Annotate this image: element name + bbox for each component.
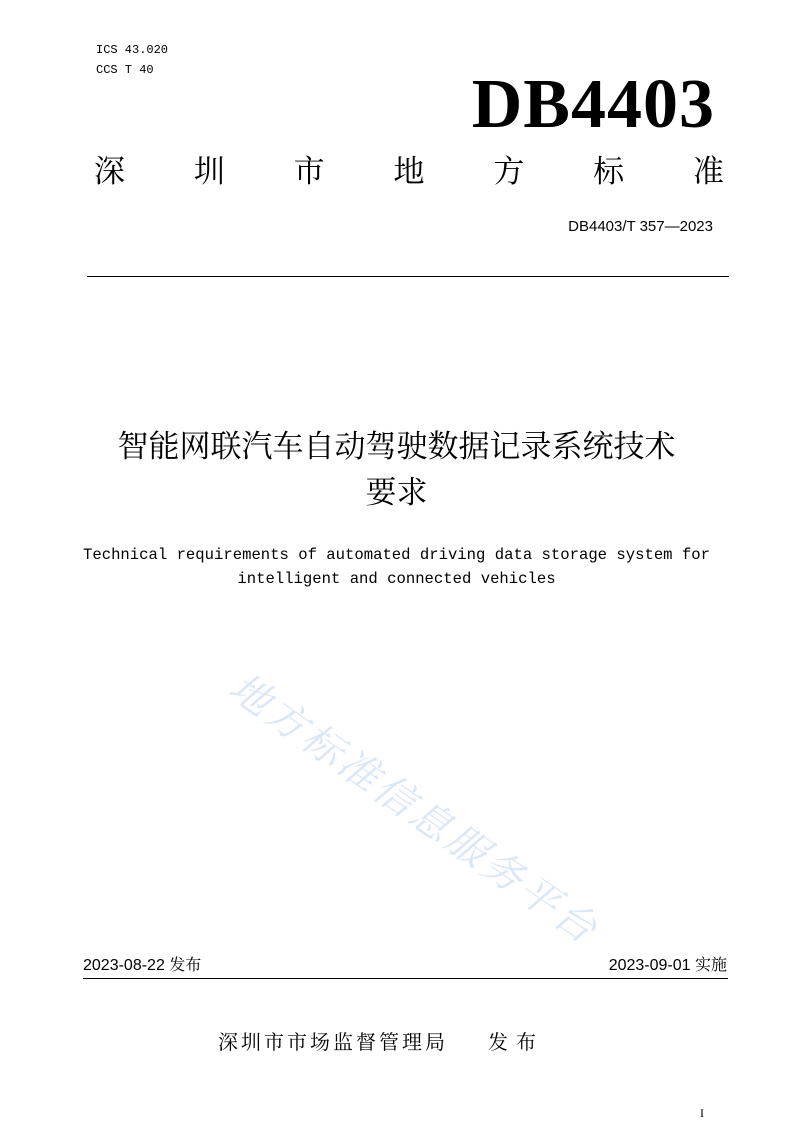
watermark-text: 地方标准信息服务平台 [220,664,608,955]
classification-codes [96,40,168,80]
chinese-title [60,424,733,516]
chinese-title-line-2: 要求 [365,475,428,511]
city-standard-heading [94,150,724,194]
english-title-line-1: Technical requirements of automated driving data storage system for [83,546,710,564]
implementation-date: 2023-09-01 实施 [608,957,727,974]
english-title [50,543,743,591]
standard-number: DB4403/T 357—2023 [568,218,713,235]
db-code-title: DB4403 [471,66,715,143]
ccs-code: CCS T 40 [96,63,154,77]
city-standard-char: 地 [393,154,425,190]
issue-date: 2023-08-22 发布 [83,957,202,974]
english-title-line-2: intelligent and connected vehicles [237,570,556,588]
publisher-name: 深圳市市场监督管理局 [218,1030,448,1054]
chinese-title-line-1: 智能网联汽车自动驾驶数据记录系统技术 [117,429,676,465]
city-standard-char: 圳 [193,154,225,190]
city-standard-char: 准 [692,154,724,190]
city-standard-char: 标 [593,154,625,190]
city-standard-char: 深 [94,154,125,190]
ics-code: ICS 43.020 [96,43,169,57]
publish-label: 发布 [488,1030,544,1054]
footer-divider [83,978,728,979]
publisher-line [218,1028,544,1056]
city-standard-char: 方 [493,154,525,190]
header-divider [87,276,729,277]
page-number: I [700,1106,704,1120]
city-standard-char: 市 [293,154,325,190]
